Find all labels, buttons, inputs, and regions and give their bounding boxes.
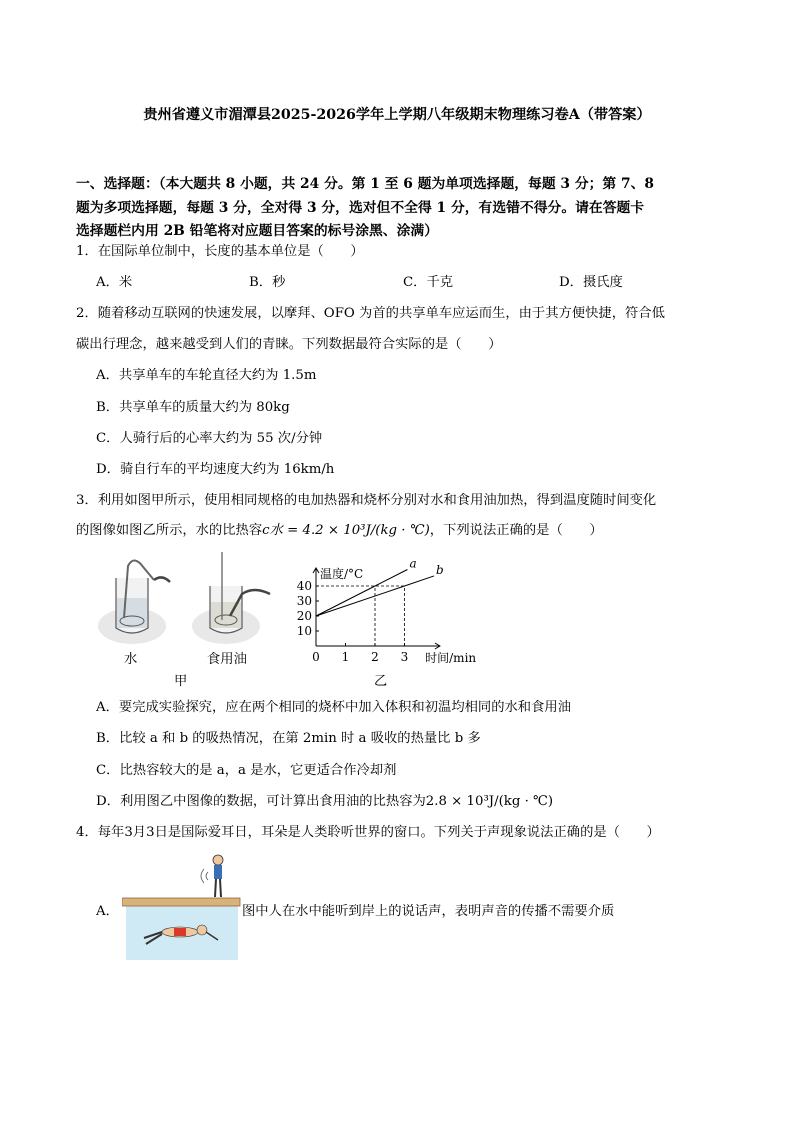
q2-stem-line-2: 碳出行理念，越来越受到人们的青睐。下列数据最符合实际的是（ ） <box>76 337 502 352</box>
q3-option-c[interactable]: C．比热容较大的是 a，a 是水，它更适合作冷却剂 <box>96 763 397 778</box>
q2-option-a[interactable]: A．共享单车的车轮直径大约为 1.5m <box>96 368 317 383</box>
y-tick-label: 20 <box>296 609 312 623</box>
q3-stem-pre: 的图像如图乙所示，水的比热容 <box>76 523 263 538</box>
q3-option-b[interactable]: B．比较 a 和 b 的吸热情况，在第 2min 时 a 吸收的热量比 b 多 <box>96 731 481 746</box>
q3-option-d[interactable]: D．利用图乙中图像的数据，可计算出食用油的比热容为2.8 × 10³J/(kg · ℃) <box>96 794 554 809</box>
label-water: 水 <box>124 652 138 667</box>
oil-beaker-icon <box>192 552 270 644</box>
label-oil: 食用油 <box>207 652 247 667</box>
q1-option-b[interactable]: B．秒 <box>249 275 286 290</box>
y-tick-label: 30 <box>296 594 312 608</box>
temperature-time-chart <box>290 540 490 670</box>
y-axis-label: 温度/°C <box>320 567 364 581</box>
q3-specific-heat-formula: c水 = 4.2 × 10³J/(kg · ℃) <box>262 523 430 538</box>
q1-option-c[interactable]: C．千克 <box>403 275 454 290</box>
section-heading-line-2: 题为多项选择题，每题 3 分，全对得 3 分，选对但不全得 1 分，有选错不得分。请在答题卡 <box>76 200 645 216</box>
x-axis-label: 时间/min <box>425 651 477 665</box>
swimmer-illustration <box>122 852 242 960</box>
q2-stem-line-1: 2．随着移动互联网的快速发展，以摩拜、OFO 为首的共享单车应运而生，由于其方便快捷，符合低 <box>76 306 665 321</box>
q1-stem: 1．在国际单位制中，长度的基本单位是（ ） <box>76 244 364 259</box>
water-beaker-icon <box>98 560 170 644</box>
x-tick-label: 3 <box>400 650 409 664</box>
page-title: 贵州省遵义市湄潭县2025-2026学年上学期八年级期末物理练习卷A（带答案） <box>143 107 651 123</box>
q2-option-b[interactable]: B．共享单车的质量大约为 80kg <box>96 400 290 415</box>
q1-option-d[interactable]: D．摄氏度 <box>559 275 623 290</box>
label-figure-jia: 甲 <box>174 674 188 689</box>
x-tick-label: 2 <box>371 650 379 664</box>
y-tick-label: 40 <box>296 579 312 593</box>
section-heading-line-1: 一、选择题：（本大题共 8 小题，共 24 分。第 1 至 6 题为单项选择题，每题 3 分；第 7、8 <box>76 176 655 192</box>
label-figure-yi: 乙 <box>374 674 388 689</box>
shore-deck <box>122 898 240 906</box>
x-tick-label: 1 <box>341 650 350 664</box>
y-tick-label: 10 <box>296 624 312 638</box>
q3-stem-post: ，下列说法正确的是（ ） <box>429 523 603 538</box>
beakers-figure <box>94 546 274 686</box>
q2-option-c[interactable]: C．人骑行后的心率大约为 55 次/分钟 <box>96 431 323 446</box>
q2-option-d[interactable]: D．骑自行车的平均速度大约为 16km/h <box>96 462 335 477</box>
q4-option-a-text[interactable]: 图中人在水中能听到岸上的说话声，表明声音的传播不需要介质 <box>242 904 615 919</box>
series-label-a: a <box>409 556 417 571</box>
series-label-b: b <box>436 562 444 577</box>
q3-stem-line-2 <box>76 519 603 538</box>
section-heading-line-3: 选择题栏内用 2B 铅笔将对应题目答案的标号涂黑、涂满） <box>76 223 438 239</box>
q3-option-a[interactable]: A．要完成实验探究，应在两个相同的烧杯中加入体积和初温均相同的水和食用油 <box>96 700 571 715</box>
standing-person-icon <box>201 855 223 897</box>
x-tick-label: 0 <box>312 650 320 664</box>
q3-stem-line-1: 3．利用如图甲所示，使用相同规格的电加热器和烧杯分别对水和食用油加热，得到温度随时间变化 <box>76 493 657 508</box>
q4-stem: 4．每年3月3日是国际爱耳日，耳朵是人类聆听世界的窗口。下列关于声现象说法正确的是（ ） <box>76 825 660 840</box>
q4-option-a-label[interactable]: A． <box>96 904 119 919</box>
q1-option-a[interactable]: A．米 <box>96 275 133 290</box>
